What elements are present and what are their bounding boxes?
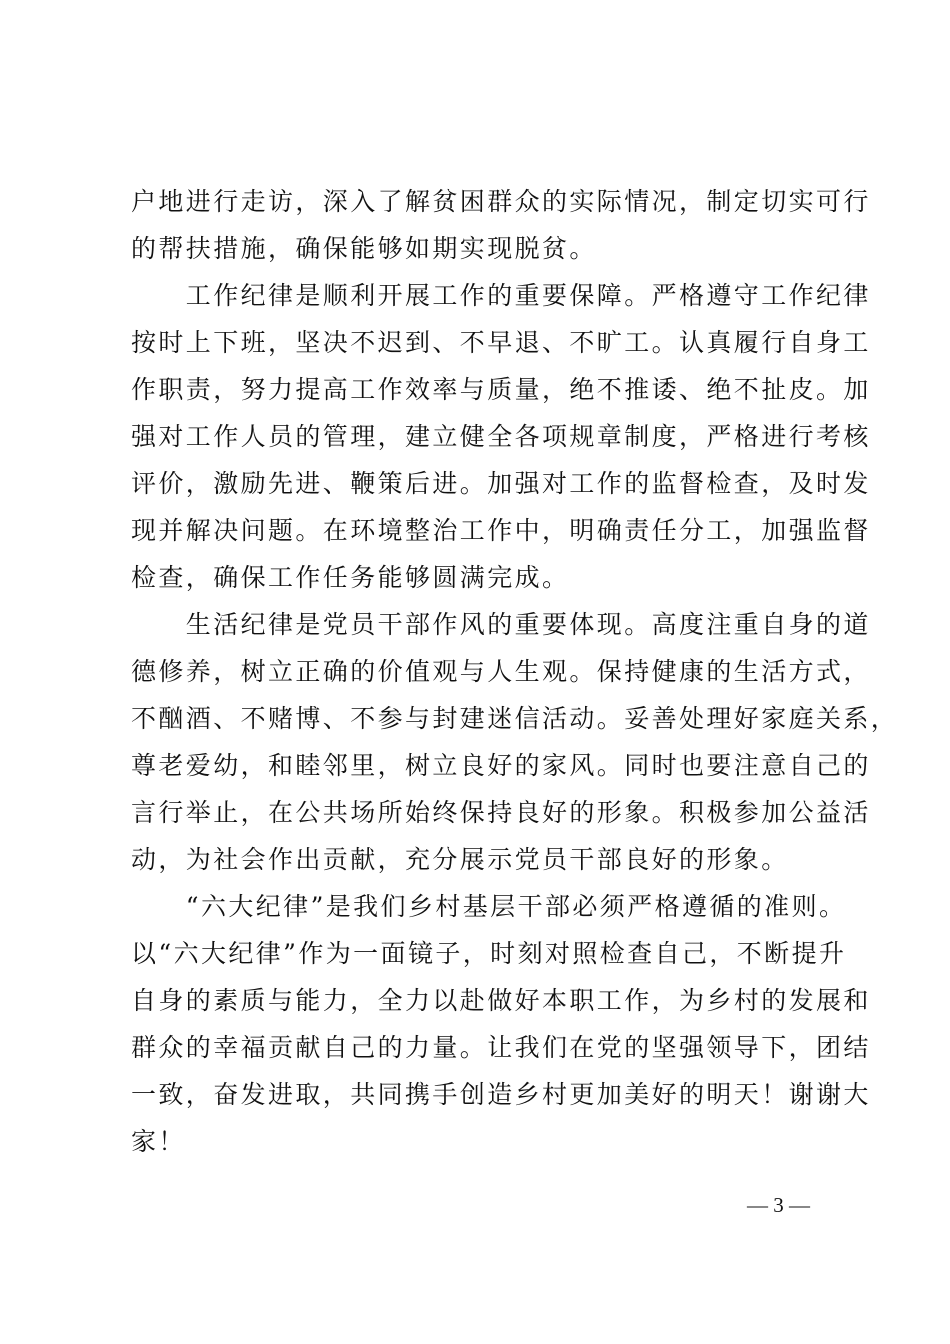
text-line: 自身的素质与能力，全力以赴做好本职工作，为乡村的发展和 bbox=[131, 986, 871, 1015]
text-line: 动，为社会作出贡献，充分展示党员干部良好的形象。 bbox=[131, 845, 789, 874]
text-line: 现并解决问题。在环境整治工作中，明确责任分工，加强监督 bbox=[131, 516, 871, 545]
text-line: 强对工作人员的管理，建立健全各项规章制度，严格进行考核 bbox=[131, 422, 871, 451]
text-line: 生活纪律是党员干部作风的重要体现。高度注重自身的道 bbox=[131, 610, 871, 639]
text-line: 按时上下班，坚决不迟到、不早退、不旷工。认真履行自身工 bbox=[131, 328, 871, 357]
text-line: 户地进行走访，深入了解贫困群众的实际情况，制定切实可行 bbox=[131, 187, 871, 216]
text-line: 评价，激励先进、鞭策后进。加强对工作的监督检查，及时发 bbox=[131, 469, 871, 498]
text-line: 以“六大纪律”作为一面镜子，时刻对照检查自己，不断提升 bbox=[131, 939, 847, 968]
text-line: 的帮扶措施，确保能够如期实现脱贫。 bbox=[131, 234, 597, 263]
text-line: 工作纪律是顺利开展工作的重要保障。严格遵守工作纪律 bbox=[131, 281, 871, 310]
text-line: 一致，奋发进取，共同携手创造乡村更加美好的明天！谢谢大 bbox=[131, 1080, 871, 1109]
text-line: “六大纪律”是我们乡村基层干部必须严格遵循的准则。 bbox=[131, 892, 847, 921]
text-line: 作职责，努力提高工作效率与质量，绝不推诿、绝不扯皮。加 bbox=[131, 375, 871, 404]
page-number: — 3 — bbox=[747, 1193, 810, 1217]
text-line: 检查，确保工作任务能够圆满完成。 bbox=[131, 563, 570, 592]
text-line: 尊老爱幼，和睦邻里，树立良好的家风。同时也要注意自己的 bbox=[131, 751, 871, 780]
text-line: 家！ bbox=[131, 1127, 186, 1156]
text-line: 不酗酒、不赌博、不参与封建迷信活动。妥善处理好家庭关系， bbox=[131, 704, 899, 733]
text-line: 群众的幸福贡献自己的力量。让我们在党的坚强领导下，团结 bbox=[131, 1033, 871, 1062]
text-line: 德修养，树立正确的价值观与人生观。保持健康的生活方式， bbox=[131, 657, 871, 686]
body-text bbox=[131, 178, 899, 1165]
text-line: 言行举止，在公共场所始终保持良好的形象。积极参加公益活 bbox=[131, 798, 871, 827]
